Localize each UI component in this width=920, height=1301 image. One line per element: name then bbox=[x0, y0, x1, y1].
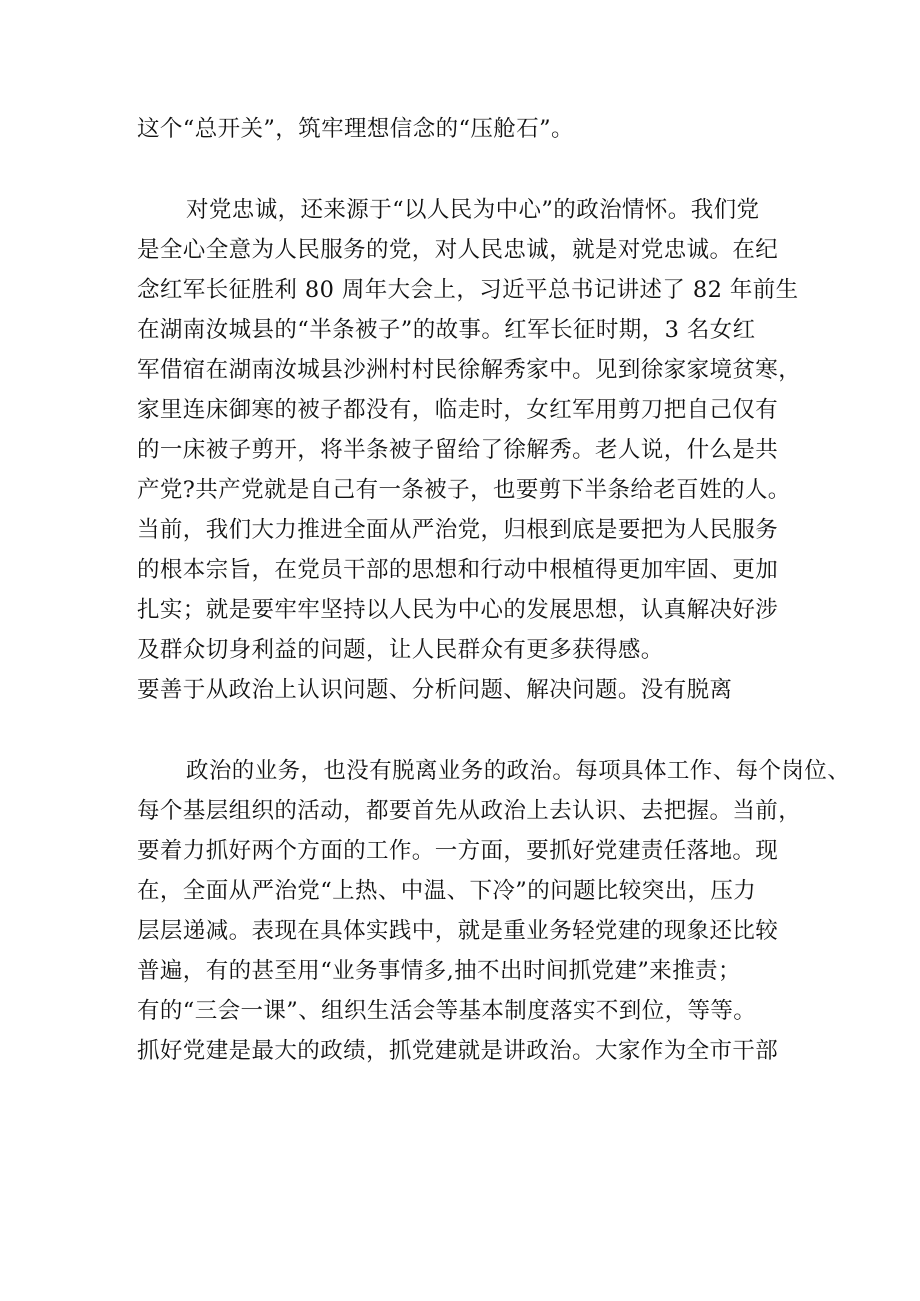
paragraph-start-line: 政治的业务，也没有脱离业务的政治。每项具体工作、每个岗位、 bbox=[186, 758, 851, 784]
paragraph-start-line: 对党忠诚，还来源于“以人民为中心”的政治情怀。我们党 bbox=[186, 197, 760, 223]
text-line: 产党?共产党就是自己有一条被子，也要剪下半条给老百姓的人。 bbox=[137, 477, 791, 503]
text-line: 是全心全意为人民服务的党，对人民忠诚，就是对党忠诚。在纪 bbox=[137, 237, 779, 263]
text-line: 要善于从政治上认识问题、分析问题、解决问题。没有脱离 bbox=[137, 677, 733, 703]
text-line: 的根本宗旨，在党员干部的思想和行动中根植得更加牢固、更加 bbox=[137, 557, 779, 583]
text-line: 抓好党建是最大的政绩，抓党建就是讲政治。大家作为全市干部 bbox=[137, 1038, 779, 1064]
text-line: 念红军长征胜利 80 周年大会上，习近平总书记讲述了 82 年前生 bbox=[137, 277, 799, 303]
text-line: 有的“三会一课”、组织生活会等基本制度落实不到位，等等。 bbox=[137, 998, 757, 1024]
text-line: 在湖南汝城县的“半条被子”的故事。红军长征时期，3 名女红 bbox=[137, 317, 756, 343]
text-line: 在，全面从严治党“上热、中温、下冷”的问题比较突出，压力 bbox=[137, 878, 757, 904]
text-line: 家里连床御寒的被子都没有，临走时，女红军用剪刀把自己仅有 bbox=[137, 397, 779, 423]
text-line: 这个“总开关”，筑牢理想信念的“压舱石”。 bbox=[137, 116, 574, 142]
text-line: 普遍，有的甚至用“业务事情多,抽不出时间抓党建”来推责； bbox=[137, 958, 741, 984]
text-line: 要着力抓好两个方面的工作。一方面，要抓好党建责任落地。现 bbox=[137, 838, 779, 864]
text-line: 当前，我们大力推进全面从严治党，归根到底是要把为人民服务 bbox=[137, 517, 779, 543]
text-line: 军借宿在湖南汝城县沙洲村村民徐解秀家中。见到徐家家境贫寒， bbox=[137, 357, 802, 383]
text-line: 扎实；就是要牢牢坚持以人民为中心的发展思想，认真解决好涉 bbox=[137, 597, 779, 623]
text-line: 每个基层组织的活动，都要首先从政治上去认识、去把握。当前， bbox=[137, 798, 802, 824]
text-line: 及群众切身利益的问题，让人民群众有更多获得感。 bbox=[137, 637, 664, 663]
text-line: 的一床被子剪开，将半条被子留给了徐解秀。老人说，什么是共 bbox=[137, 437, 779, 463]
text-line: 层层递减。表现在具体实践中，就是重业务轻党建的现象还比较 bbox=[137, 918, 779, 944]
